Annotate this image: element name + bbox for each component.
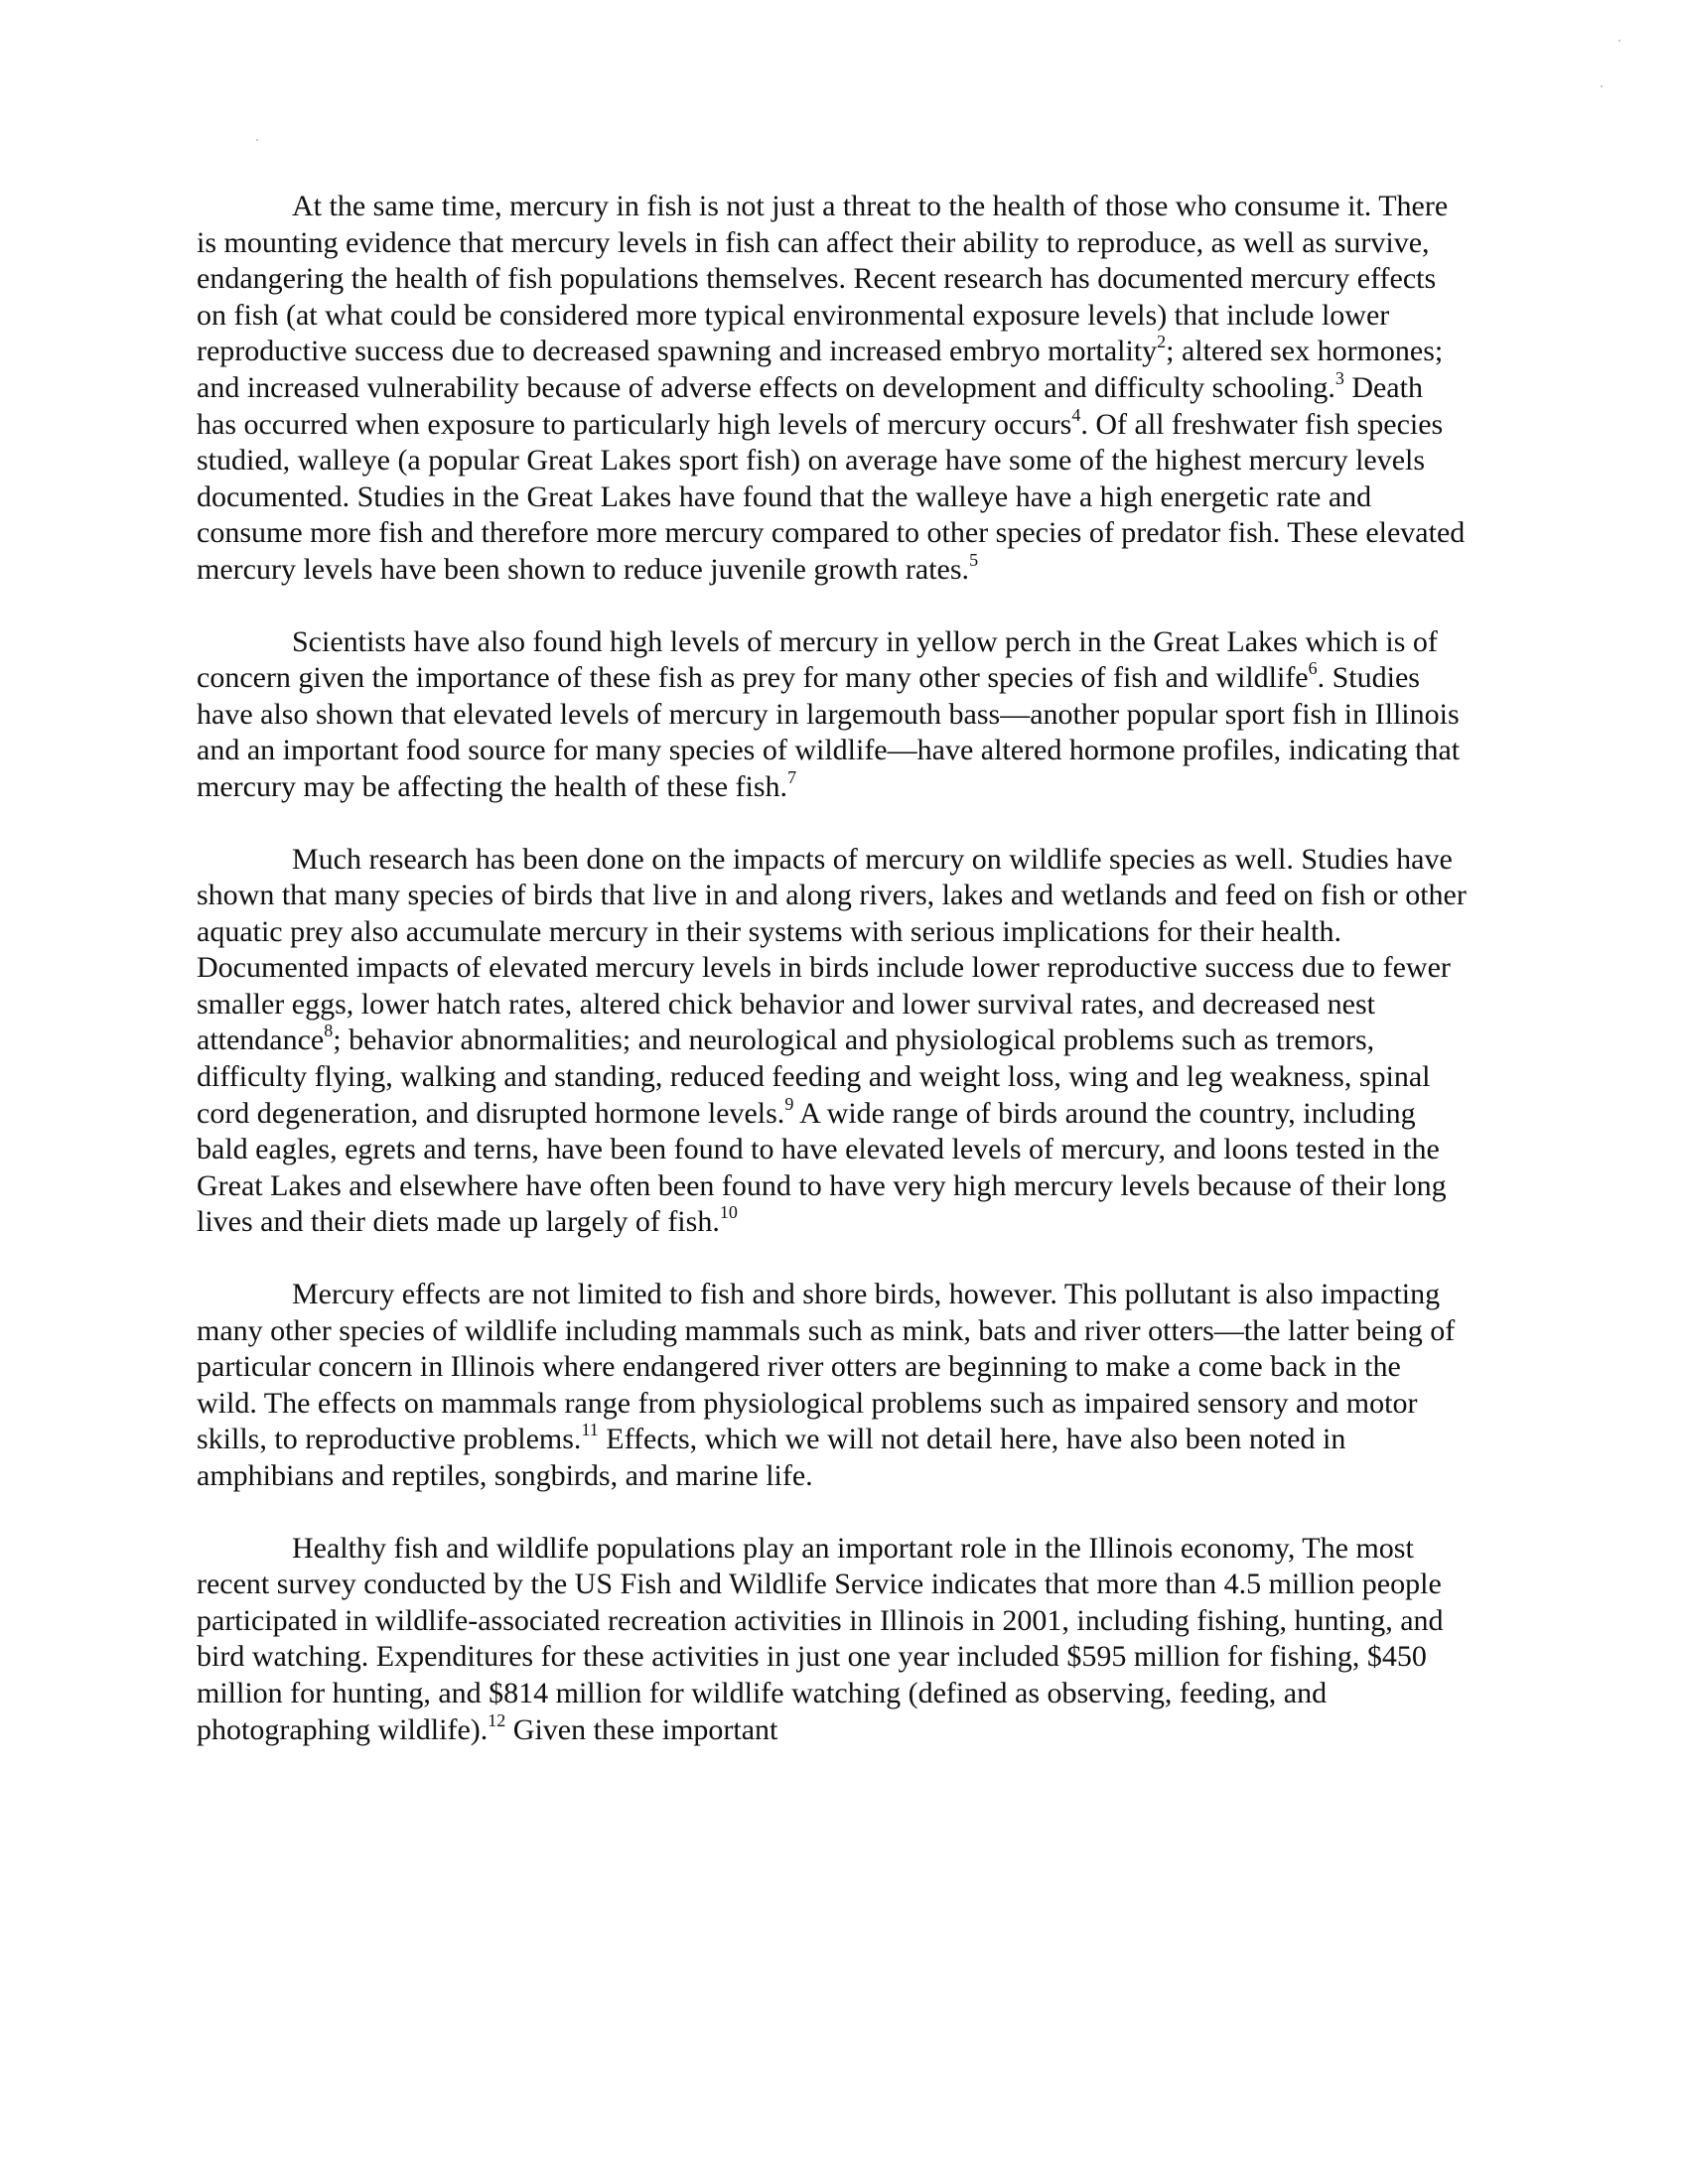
paragraph-text: A wide range of birds around the country, including bald eagles, egrets and terns, have been found to have elevated levels of mercury, and loons tested in the Great Lakes and elsewhere have often been found to have very high mercury levels because of their long lives and their diets made up largely of fish.: [197, 1096, 1447, 1239]
scan-speck: [1601, 85, 1603, 87]
document-body: [197, 189, 1468, 1748]
body-paragraph: [197, 1531, 1468, 1749]
paragraph-text: Scientists have also found high levels of mercury in yellow perch in the Great Lakes which is of concern given the importance of these fish as prey for many other species of fish and wildlife: [197, 624, 1438, 695]
footnote-reference: 5: [969, 549, 979, 570]
footnote-reference: 7: [787, 766, 797, 787]
paragraph-text: Death has occurred when exposure to particularly high levels of mercury occurs: [197, 370, 1423, 441]
paragraph-text: ; behavior abnormalities; and neurological and physiological problems such as tremors, difficulty flying, walking and standing, reduced feeding and weight loss, wing and leg weakness, spinal cord degeneration, and disrupted hormone levels.: [197, 1024, 1431, 1130]
body-paragraph: [197, 1277, 1468, 1495]
paragraph-text: . Studies have also shown that elevated levels of mercury in largemouth bass—another popular sport fish in Illinois and an important food source for many species of wildlife—have altered hormone profiles, indicating that mercury may be affecting the health of these fish.: [197, 661, 1461, 803]
paragraph-text: Healthy fish and wildlife populations play an important role in the Illinois economy, The most recent survey conducted by the US Fish and Wildlife Service indicates that more than 4.5 million people participated in wildlife-associated recreation activities in Illinois in 2001, including fishing, hunting, and bird watching. Expenditures for these activities in just one year included $595 million for fishing, $450 million for hunting, and $814 million for wildlife watching (defined as observing, feeding, and photographing wildlife).: [197, 1531, 1444, 1746]
footnote-reference: 12: [488, 1709, 506, 1730]
scan-speck: [256, 139, 258, 141]
footnote-reference: 4: [1071, 404, 1081, 425]
footnote-reference: 9: [784, 1093, 794, 1114]
paragraph-text: Effects, which we will not detail here, have also been noted in amphibians and reptiles, songbirds, and marine life.: [197, 1423, 1346, 1492]
body-paragraph: [197, 189, 1468, 589]
footnote-reference: 10: [719, 1202, 738, 1223]
scan-speck: [1618, 40, 1620, 42]
footnote-reference: 8: [324, 1021, 334, 1041]
paragraph-text: ; altered sex hormones; and increased vulnerability because of adverse effects on development and difficulty schooling.: [197, 335, 1444, 404]
footnote-reference: 11: [581, 1420, 599, 1440]
footnote-reference: 6: [1308, 658, 1318, 679]
body-paragraph: [197, 624, 1468, 806]
paragraph-text: Much research has been done on the impacts of mercury on wildlife species as well. Studies have shown that many species of birds that live in and along rivers, lakes and wetlands and feed on fish or other aquatic prey also accumulate mercury in their systems with serious implications for their health. Documented impacts of elevated mercury levels in birds include lower reproductive success due to fewer smaller eggs, lower hatch rates, altered chick behavior and lower survival rates, and decreased nest attendance: [197, 842, 1467, 1057]
paragraph-text: At the same time, mercury in fish is not just a threat to the health of those who consume it. There is mounting evidence that mercury levels in fish can affect their ability to reproduce, as well as survive, endangering the health of fish populations themselves. Recent research has documented mercury effects on fish (at what could be considered more typical environmental exposure levels) that include lower reproductive success due to decreased spawning and increased embryo mortality: [197, 190, 1449, 368]
footnote-reference: 3: [1334, 367, 1344, 388]
paragraph-text: . Of all freshwater fish species studied, walleye (a popular Great Lakes sport fish) on average have some of the highest mercury levels documented. Studies in the Great Lakes have found that the walleye have a high energetic rate and consume more fish and therefore more mercury compared to other species of predator fish. These elevated mercury levels have been shown to reduce juvenile growth rates.: [197, 407, 1466, 586]
paragraph-text: Mercury effects are not limited to fish and shore birds, however. This pollutant is also impacting many other species of wildlife including mammals such as mink, bats and river otters—the latter being of particular concern in Illinois where endangered river otters are beginning to make a come back in the wild. The effects on mammals range from physiological problems such as impaired sensory and motor skills, to reproductive problems.: [197, 1278, 1456, 1456]
footnote-reference: 2: [1157, 332, 1167, 352]
body-paragraph: [197, 842, 1468, 1242]
paragraph-text: Given these important: [505, 1712, 778, 1746]
